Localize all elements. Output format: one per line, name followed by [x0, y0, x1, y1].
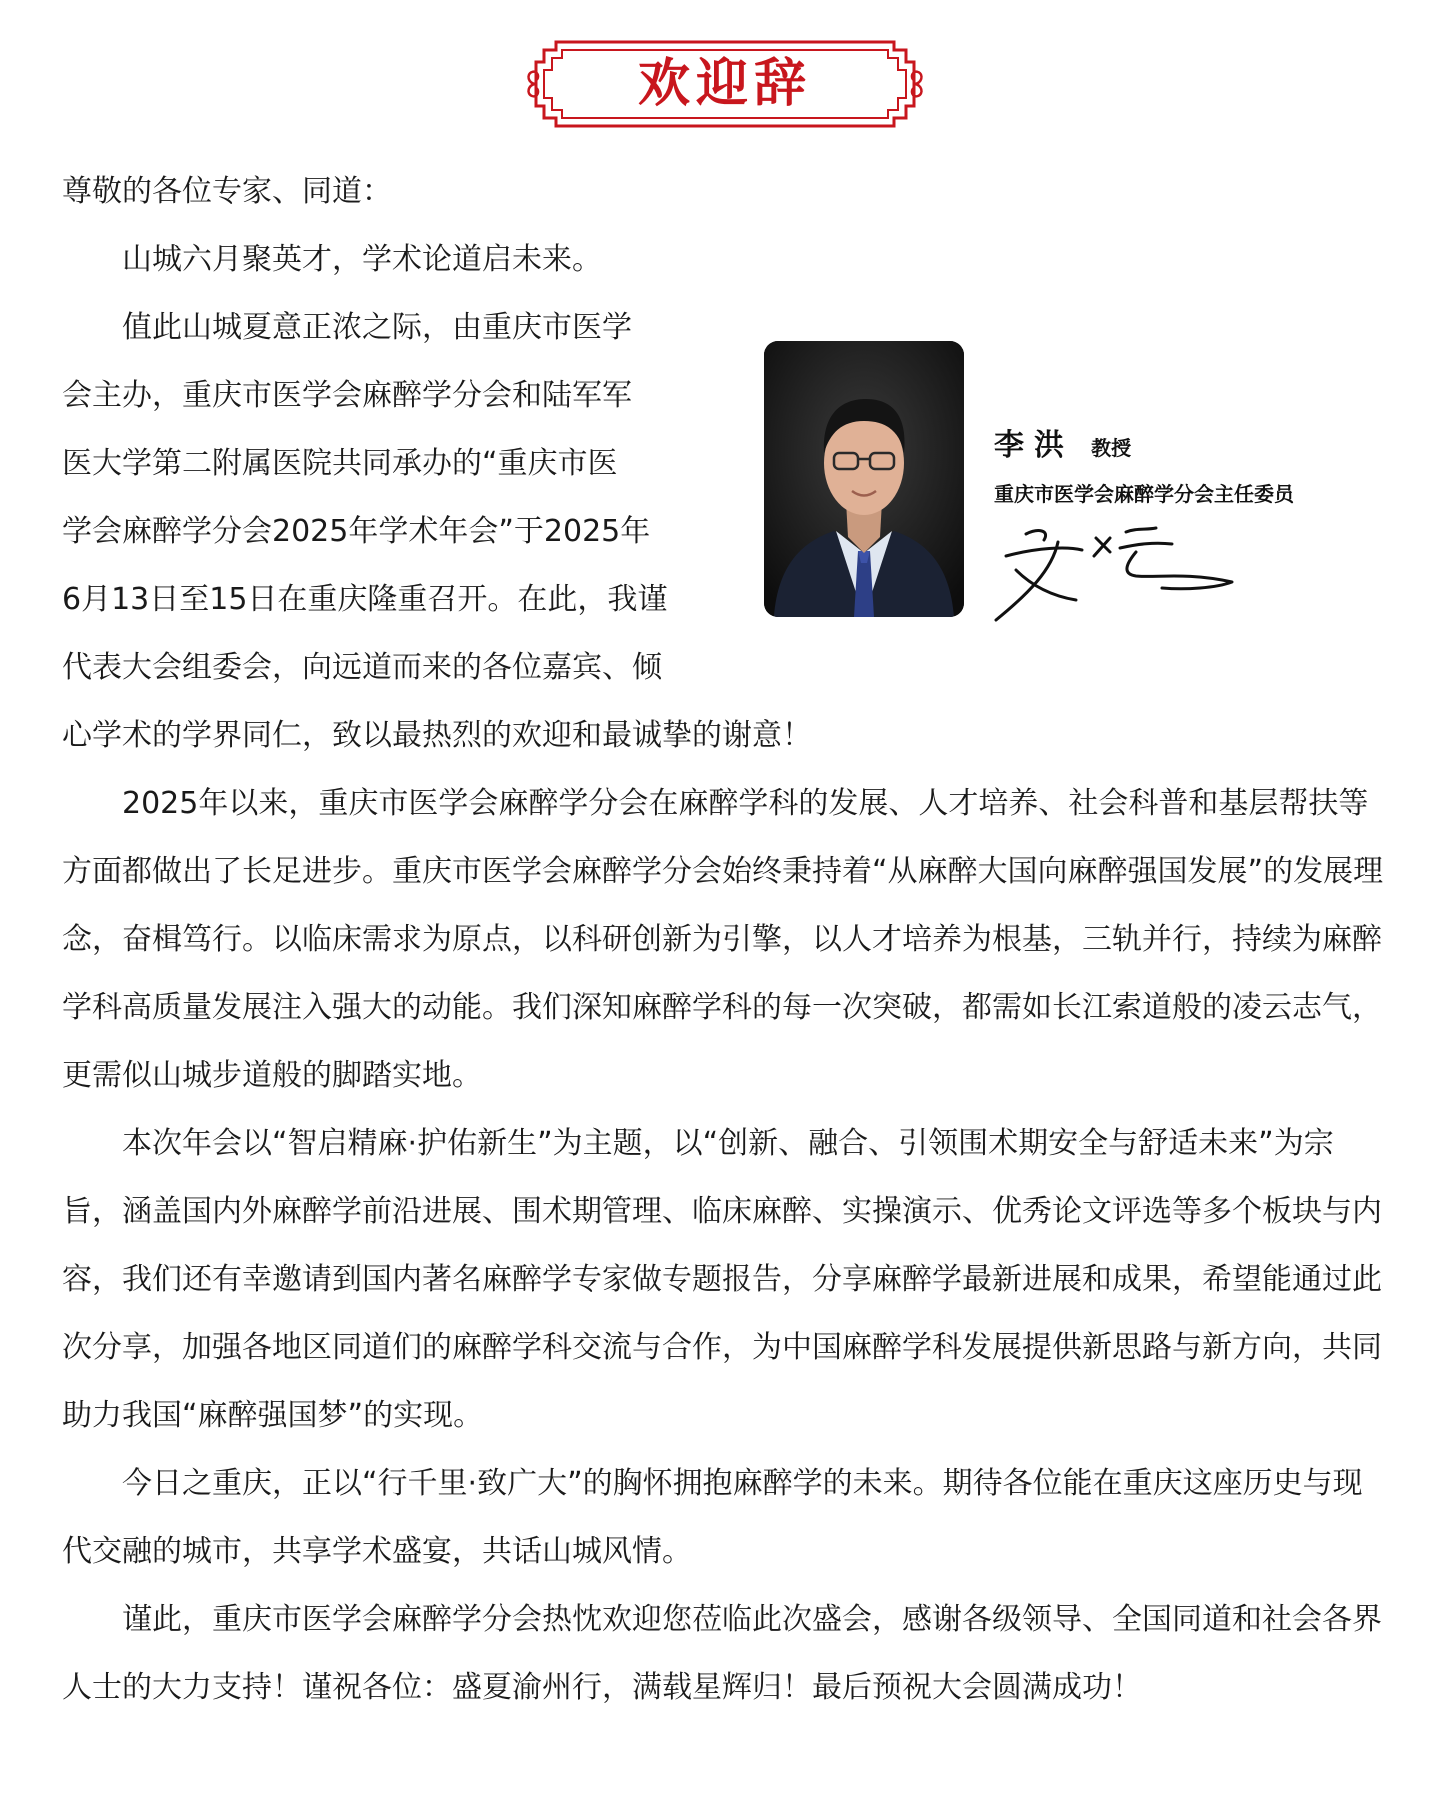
handwritten-signature — [986, 508, 1246, 632]
greeting: 尊敬的各位专家、同道： — [62, 174, 392, 209]
paragraph-2-line: 医大学第二附属医院共同承办的“重庆市医 — [62, 446, 618, 481]
paragraph-2-line: 6月13日至15日在重庆隆重召开。在此，我谨 — [62, 582, 668, 617]
author-portrait — [764, 341, 964, 617]
paragraph-2-line: 学会麻醉学分会2025年学术年会”于2025年 — [62, 514, 651, 549]
paragraph-3: 2025年以来，重庆市医学会麻醉学分会在麻醉学科的发展、人才培养、社会科普和基层帮扶等方面都做出了长足进步。重庆市医学会麻醉学分会始终秉持着“从麻醉大国向麻醉强国发展”的发展理念，奋楫笃行。以临床需求为原点，以科研创新为引擎，以人才培养为根基，三轨并行，持续为麻醉学科高质量发展注入强大的动能。我们深知麻醉学科的每一次突破，都需如长江索道般的凌云志气，更需似山城步道般的脚踏实地。 — [62, 786, 1384, 1093]
paragraph-6: 谨此，重庆市医学会麻醉学分会热忱欢迎您莅临此次盛会，感谢各级领导、全国同道和社会各界人士的大力支持！谨祝各位：盛夏渝州行，满载星辉归！最后预祝大会圆满成功！ — [62, 1602, 1382, 1705]
author-name: 李洪 — [994, 428, 1074, 463]
paragraph-2-line: 代表大会组委会，向远道而来的各位嘉宾、倾 — [62, 650, 662, 685]
paragraph-2-line: 心学术的学界同仁，致以最热烈的欢迎和最诚挚的谢意！ — [62, 718, 812, 753]
paragraph-5: 今日之重庆，正以“行千里·致广大”的胸怀拥抱麻醉学的未来。期待各位能在重庆这座历史与现代交融的城市，共享学术盛宴，共话山城风情。 — [62, 1466, 1363, 1569]
paragraph-4: 本次年会以“智启精麻·护佑新生”为主题，以“创新、融合、引领围术期安全与舒适未来”为宗旨，涵盖国内外麻醉学前沿进展、围术期管理、临床麻醉、实操演示、优秀论文评选等多个板块与内容，我们还有幸邀请到国内著名麻醉学专家做专题报告，分享麻醉学最新进展和成果，希望能通过此次分享，加强各地区同道们的麻醉学科交流与合作，为中国麻醉学科发展提供新思路与新方向，共同助力我国“麻醉强国梦”的实现。 — [62, 1126, 1382, 1433]
page-title: 欢迎辞 — [637, 53, 812, 114]
title-banner — [526, 36, 924, 132]
signature-drawing — [986, 508, 1246, 628]
paragraph-2-line: 值此山城夏意正浓之际，由重庆市医学 — [122, 310, 632, 345]
author-title: 教授 — [1091, 436, 1132, 460]
letter-body — [62, 158, 1392, 1722]
paragraph-2-line: 会主办，重庆市医学会麻醉学分会和陆军军 — [62, 378, 632, 413]
portrait-illustration — [764, 341, 964, 617]
paragraph-1: 山城六月聚英才，学术论道启未来。 — [122, 242, 602, 277]
author-info — [994, 420, 1414, 507]
author-position: 重庆市医学会麻醉学分会主任委员 — [994, 482, 1294, 506]
